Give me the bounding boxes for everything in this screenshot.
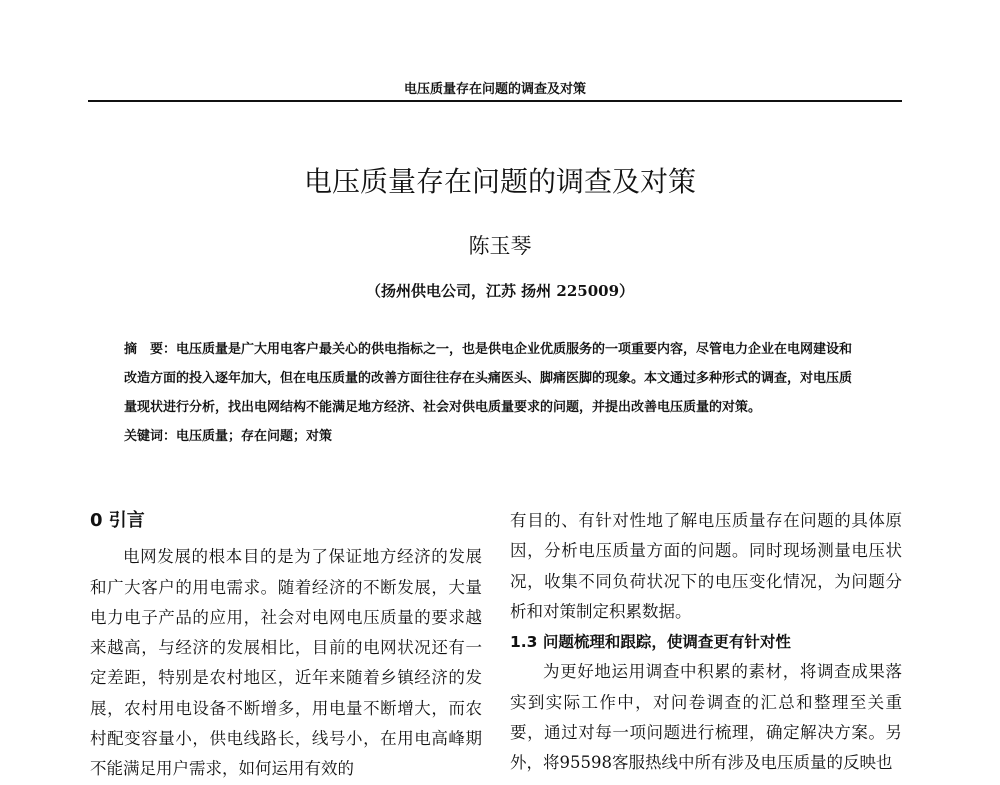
abstract bbox=[124, 335, 864, 451]
running-header: 电压质量存在问题的调查及对策 bbox=[403, 82, 586, 97]
right-column bbox=[510, 506, 902, 779]
keywords: 电压质量；存在问题；对策 bbox=[176, 429, 333, 444]
section-heading-1-3: 1.3 问题梳理和跟踪，使调查更有针对性 bbox=[510, 633, 791, 652]
header-rule bbox=[88, 100, 902, 102]
intro-paragraph: 电网发展的根本目的是为了保证地方经济的发展和广大客户的用电需求。随着经济的不断发展，大量电力电子产品的应用，社会对电网电压质量的要求越来越高，与经济的发展相比，目前的电网状况还有一定差距，特别是农村地区，近年来随着乡镇经济的发展，农村用电设备不断增多，用电量不断增大，而农村配变容量小，供电线路长，线号小，在用电高峰期不能满足用户需求，如何运用有效的 bbox=[90, 547, 482, 779]
affiliation: （扬州供电公司，江苏 扬州 225009） bbox=[365, 282, 635, 300]
left-column bbox=[90, 506, 482, 785]
paper-title: 电压质量存在问题的调查及对策 bbox=[303, 165, 696, 198]
paragraph-continued: 有目的、有针对性地了解电压质量存在问题的具体原因，分析电压质量方面的问题。同时现场测量电压状况，收集不同负荷状况下的电压变化情况，为问题分析和对策制定积累数据。 bbox=[510, 511, 902, 621]
abstract-label: 摘 要： bbox=[124, 342, 177, 357]
section-heading-intro: 0 引言 bbox=[90, 510, 145, 531]
paragraph-1-3: 为更好地运用调查中积累的素材，将调查成果落实到实际工作中，对问卷调查的汇总和整理至关重要，通过对每一项问题进行梳理，确定解决方案。另外，将95598客服热线中所有涉及电压质量的反映也 bbox=[510, 662, 902, 773]
author: 陈玉琴 bbox=[468, 234, 532, 258]
abstract-text: 电压质量是广大用电客户最关心的供电指标之一，也是供电企业优质服务的一项重要内容，尽管电力企业在电网建设和改造方面的投入逐年加大，但在电压质量的改善方面往往存在头痛医头、脚痛医脚的现象。本文通过多种形式的调查，对电压质量现状进行分析，找出电网结构不能满足地方经济、社会对供电质量要求的问题，并提出改善电压质量的对策。 bbox=[124, 342, 853, 415]
keywords-label: 关键词： bbox=[124, 429, 177, 444]
